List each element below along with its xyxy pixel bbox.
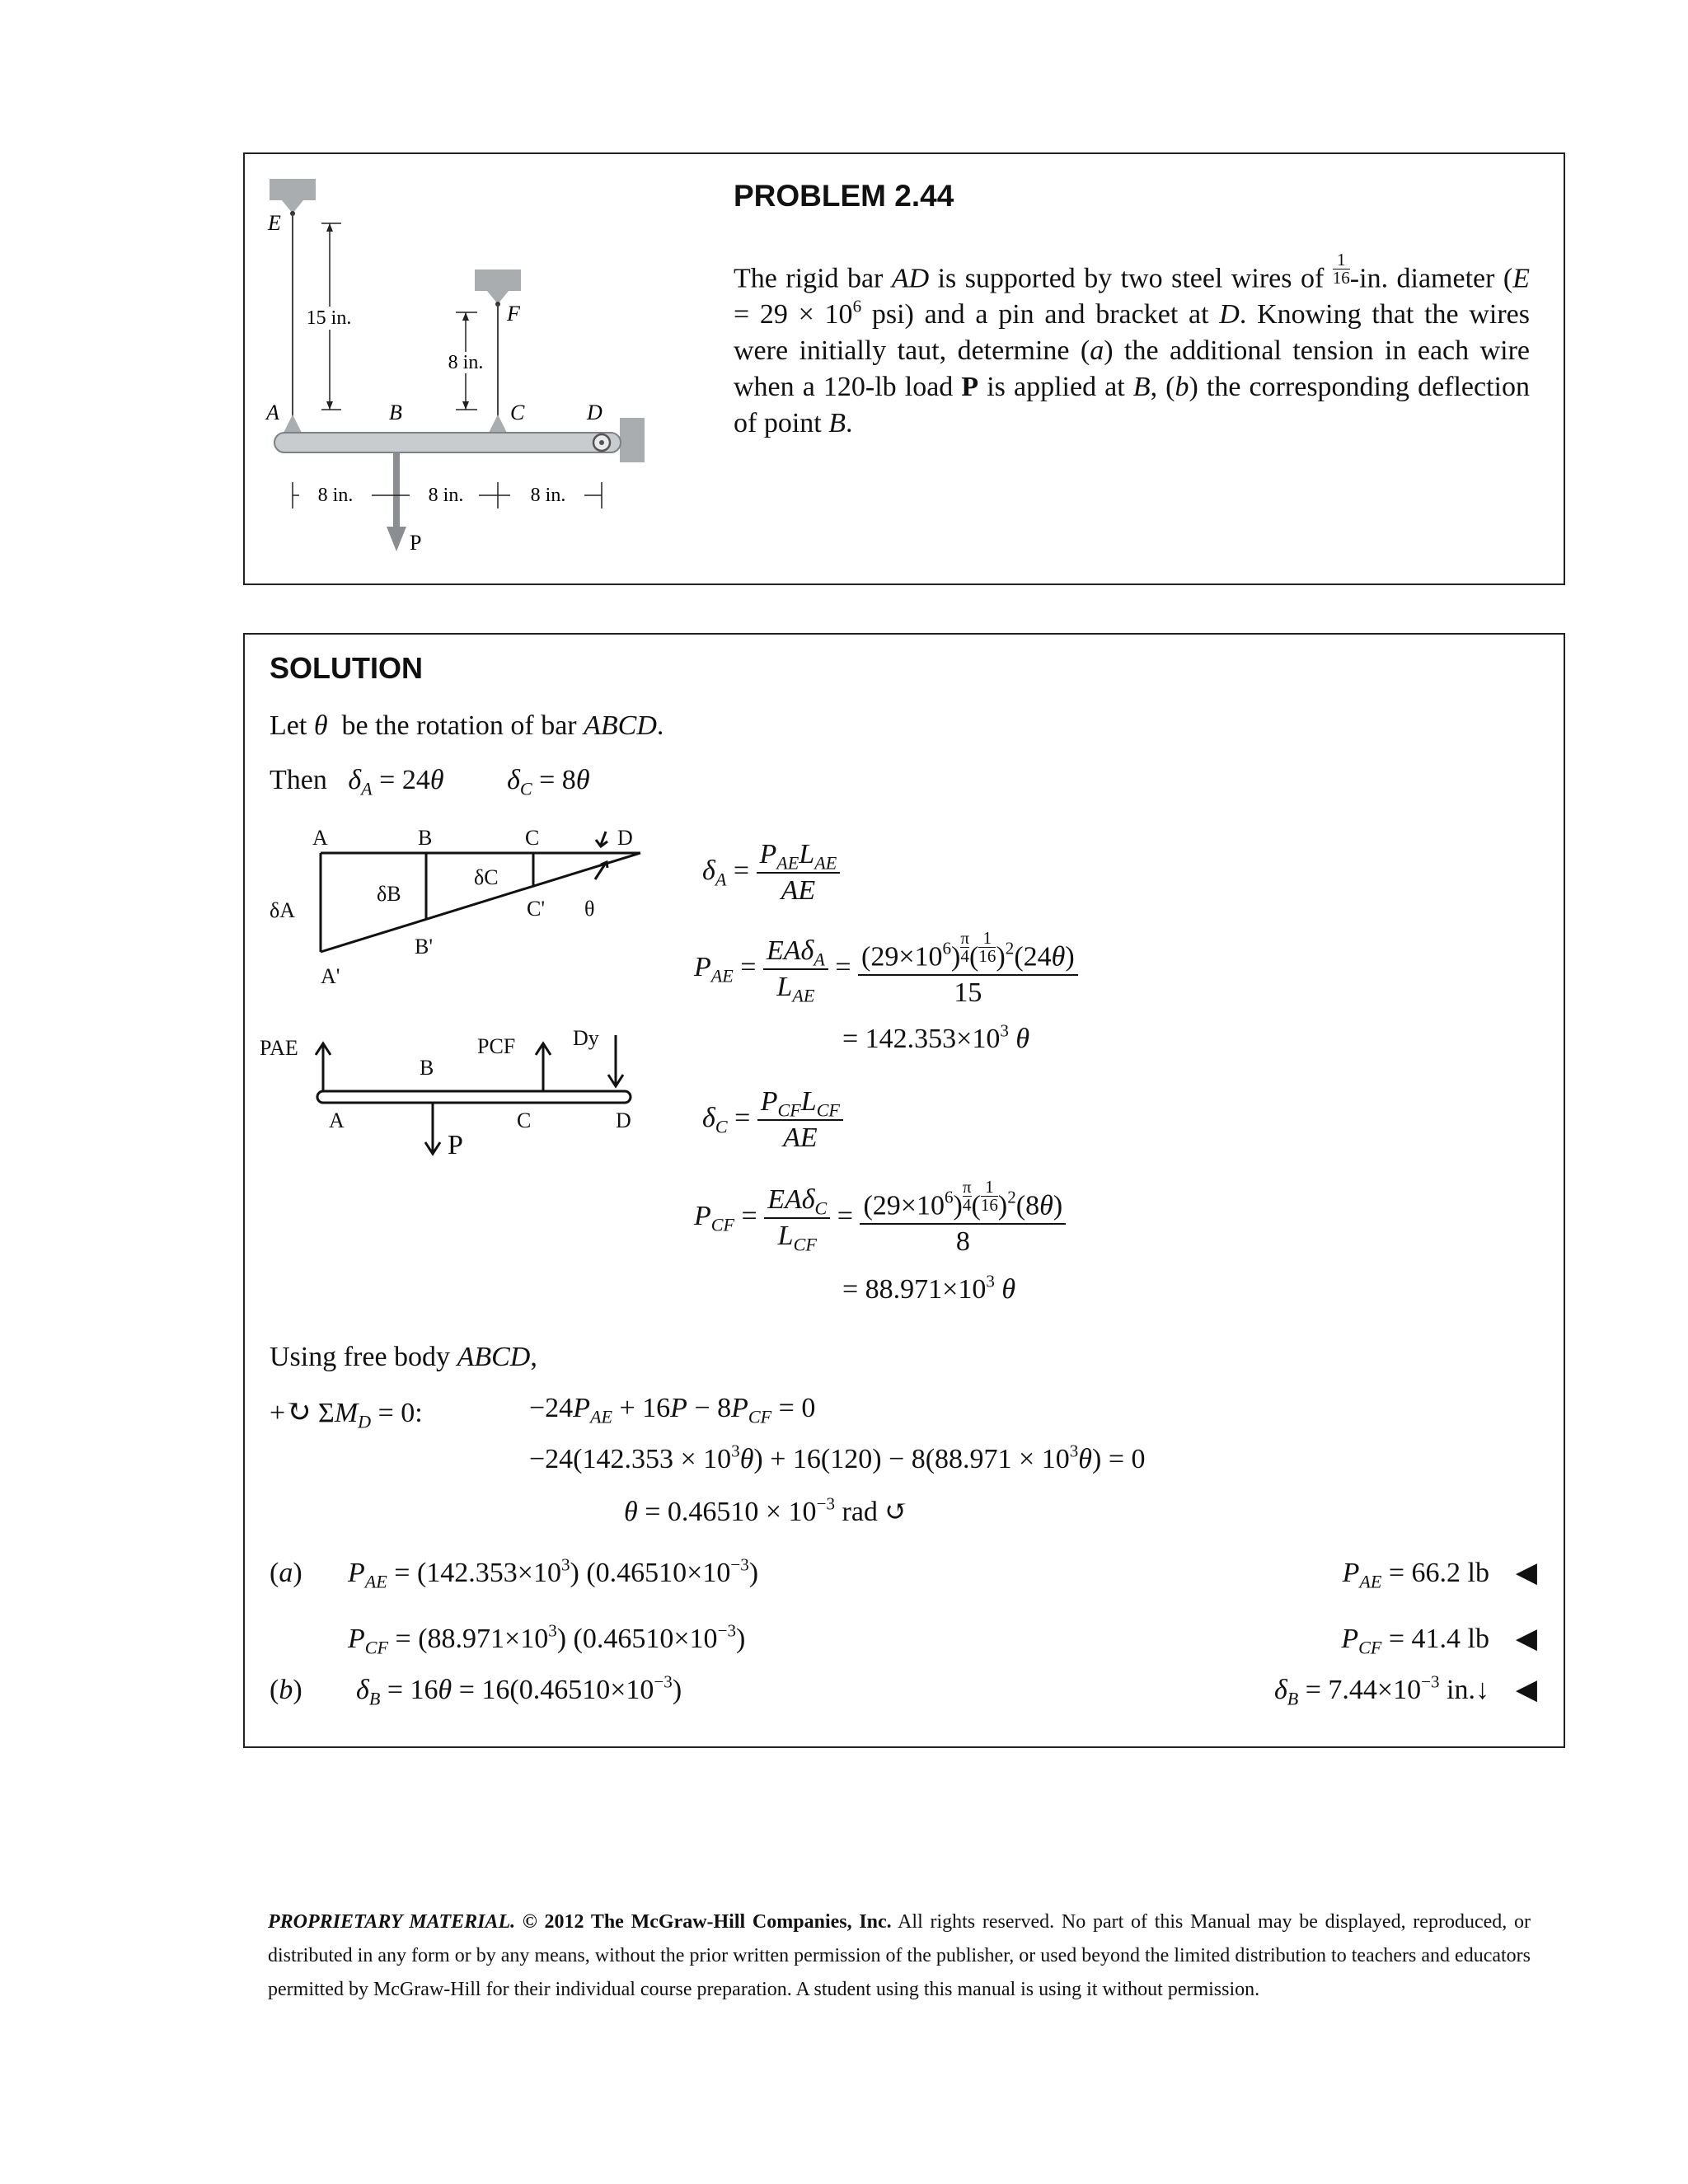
dim-ab-label: 8 in. <box>317 485 354 506</box>
eq-pae-result: = $142.353\times 10^3$ θ <box>842 1020 1030 1054</box>
eq-pcf: $P_{CF}$ = $\frac{EA\delta_C}{L_{CF}}$ = $(29\times 10^6)$ $\frac{\pi}{4}$ ( $\frac{1}{16}$ )$^2$(8θ) 8 <box>694 1179 1066 1258</box>
copyright-notice: PROPRIETARY MATERIAL. © 2012 The McGraw-Hill Companies, Inc. All rights reserved. No part of this Manual may be displayed, reproduced, or distributed in any form or by any means, without the prior written permission of the publisher, or used beyond the limited distribution to teachers and educators permitted by McGraw-Hill for their individual course preparation. A student using this manual is using it without permission. <box>268 1911 1531 2000</box>
solution-intro: Let θ be the rotation of bar ABCD. <box>270 710 664 741</box>
sketch1-label-a: A <box>312 826 328 850</box>
answer-marker-1: ◀ <box>1515 1556 1537 1589</box>
dim-ae-arrow-top <box>326 223 333 232</box>
solution-heading: SOLUTION <box>270 651 423 685</box>
sketch2-label-pae: PAE <box>260 1036 298 1060</box>
sketch2-label-b: B <box>420 1056 434 1080</box>
connector-c <box>488 415 508 434</box>
eq-pae: $P_{AE}$ = $\frac{EA\delta_A}{L_{AE}}$ = $(29\times 10^6)$ $\frac{\pi}{4}$ ( $\frac{1}{16}$ )$^2$(24θ) 15 <box>694 930 1078 1009</box>
sketch2-label-p: P <box>448 1130 463 1160</box>
dim-cf-arrow-top <box>462 312 469 321</box>
problem-figure <box>245 154 673 583</box>
rigid-bar <box>274 433 621 452</box>
free-body-sketch <box>253 1014 682 1179</box>
theta-result: $\theta = 0.46510 \times 10^{-3}$ rad ↺ <box>624 1493 908 1527</box>
freebody-intro: Using free body ABCD, <box>270 1342 537 1372</box>
eq-pcf-result: = $88.971\times 10^3$ θ <box>842 1271 1016 1305</box>
sketch1-label-d: D <box>617 826 633 850</box>
eq-delta-a: $\delta_A$ = $\frac{P_{AE}L_{AE}}{AE}$ <box>702 839 840 907</box>
dim-cd-label: 8 in. <box>530 485 566 506</box>
connector-a <box>283 415 302 434</box>
solution-box <box>243 633 1565 1748</box>
label-f: F <box>507 302 520 326</box>
label-b: B <box>389 401 402 424</box>
part-b-answer: $\delta_B = 7.44\times 10^{-3}$ in.↓ <box>1273 1671 1489 1709</box>
sketch2-label-c: C <box>517 1108 532 1132</box>
dim-cf-arrow-bottom <box>462 401 469 410</box>
answer-marker-3: ◀ <box>1515 1673 1537 1706</box>
part-a-answer-1: $P_{AE} = 66.2$ lb <box>1342 1558 1489 1592</box>
answer-marker-2: ◀ <box>1515 1622 1537 1655</box>
sketch1-label-a-prime: A' <box>321 964 340 988</box>
load-p-shaft <box>393 452 400 530</box>
support-f <box>475 269 521 291</box>
moment-eq-1: $-24P_{AE} + 16P - 8P_{CF} = 0$ <box>529 1393 816 1427</box>
sketch1-label-c-prime: C' <box>527 897 546 921</box>
moment-eq-2: $-24(142.353 \times 10^3\theta) + 16(120) - 8(88.971 \times 10^3\theta) = 0$ <box>529 1441 1146 1474</box>
support-e <box>270 179 316 200</box>
part-b-label: (b) <box>270 1675 302 1705</box>
part-a-line-2: $P_{CF} = (88.971\times 10^3)$ $(0.46510\times 10^{-3})$ <box>348 1620 746 1658</box>
dim-cf-label: 8 in. <box>448 352 484 373</box>
sketch2-label-dy: Dy <box>573 1026 599 1050</box>
label-a: A <box>266 401 279 424</box>
sketch1-label-c: C <box>525 826 540 850</box>
part-a-answer-2: $P_{CF} = 41.4$ lb <box>1341 1624 1489 1658</box>
sketch1-label-delta-c: δC <box>474 865 499 889</box>
sketch1-label-theta: θ <box>584 897 595 921</box>
label-e: E <box>268 211 281 235</box>
sketch1-label-delta-b: δB <box>377 882 401 906</box>
label-p: P <box>410 531 422 555</box>
dim-ae-label: 15 in. <box>306 307 352 329</box>
dim-ae-arrow-bottom <box>326 401 333 410</box>
label-c: C <box>510 401 525 424</box>
sketch2-label-d: D <box>616 1108 631 1132</box>
sketch1-label-delta-a: δA <box>270 898 296 922</box>
dim-bc-label: 8 in. <box>428 485 464 506</box>
deflection-sketch <box>261 820 690 1018</box>
pin-d-center <box>599 440 604 445</box>
problem-box <box>243 152 1565 585</box>
load-p-head <box>387 527 406 551</box>
sketch2-bar <box>317 1091 631 1103</box>
sketch2-label-pcf: PCF <box>477 1034 516 1058</box>
sketch1-label-b: B <box>418 826 433 850</box>
problem-statement: The rigid bar AD is supported by two steel wires of $\frac{1}{16}$ -in. diameter ($E = 29 \times 10^6$ psi) and a pin and bracket at D. Knowing that the wires were initially taut, determine (a) the additional tension in each wire when a 120-lb load P is applied at B, (b) the corresponding deflection of point B. <box>734 250 1531 439</box>
solution-then: Then $\delta_A = 24\theta$ $\delta_C = 8\theta$ <box>270 765 590 799</box>
sketch1-label-b-prime: B' <box>415 935 434 958</box>
eq-delta-c: $\delta_C$ = $\frac{P_{CF}L_{CF}}{AE}$ <box>702 1086 843 1154</box>
part-a-label: (a) <box>270 1558 302 1588</box>
part-a-line-1: $P_{AE} = (142.353\times 10^3)$ $(0.46510\times 10^{-3})$ <box>348 1554 759 1592</box>
part-b-line: $\delta_B = 16\theta = 16(0.46510\times 10^{-3})$ <box>356 1671 682 1709</box>
label-d: D <box>587 401 603 424</box>
problem-title: PROBLEM 2.44 <box>734 179 954 213</box>
sketch2-label-a: A <box>329 1108 345 1132</box>
bracket-d <box>620 418 645 462</box>
moment-label: +↻ $\Sigma M_D = 0$: <box>270 1395 423 1432</box>
